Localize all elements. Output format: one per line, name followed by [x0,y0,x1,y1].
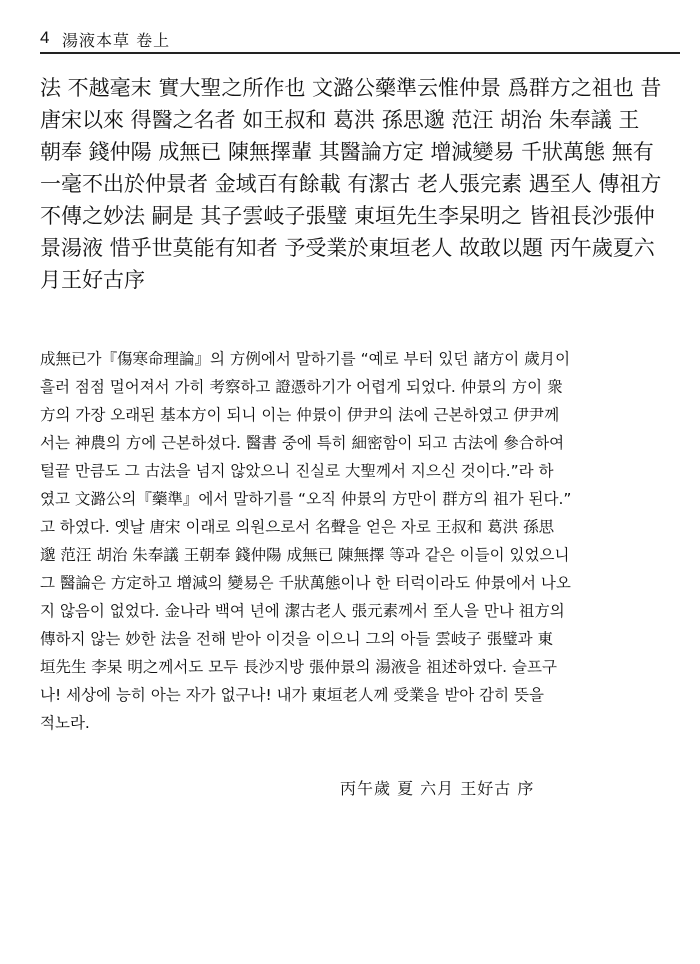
korean-line: 고 하였다. 옛날 唐宋 이래로 의원으로서 名聲을 얻은 자로 王叔和 葛洪 孫思 [40,518,555,536]
korean-line: 흘러 점점 멀어져서 가히 考察하고 證憑하기가 어렵게 되었다. 仲景의 方이 衆 [40,378,563,396]
hanmun-line: 朝奉 錢仲陽 成無已 陳無擇輩 其醫論方定 增減變易 千狀萬態 無有 [40,140,654,164]
running-header [40,26,680,54]
korean-line: 邈 范汪 胡治 朱奉議 王朝奉 錢仲陽 成無已 陳無擇 等과 같은 이들이 있었으니 [40,546,570,564]
korean-line: 傳하지 않는 妙한 法을 전해 받아 이것을 이으니 그의 아들 雲岐子 張璧과 東 [40,630,554,648]
korean-line: 그 醫論은 方定하고 增減의 變易은 千狀萬態이나 한 터럭이라도 仲景에서 나오 [40,574,571,592]
korean-line: 垣先生 李杲 明之께서도 모두 長沙지방 張仲景의 湯液을 祖述하였다. 슬프구 [40,658,557,676]
hanmun-line: 一毫不出於仲景者 金域百有餘載 有潔古 老人張完素 遇至人 傳祖方 [40,172,662,196]
korean-line: 털끝 만큼도 그 古法을 넘지 않았으니 진실로 大聖께서 지으신 것이다.”라 하 [40,462,554,480]
hanmun-line: 月王好古序 [40,268,145,292]
classical-chinese-text [40,72,680,296]
hanmun-line: 法 不越毫末 實大聖之所作也 文潞公藥準云惟仲景 爲群方之祖也 昔 [40,76,662,100]
korean-translation [40,345,680,737]
page-number: 4 [40,28,50,47]
korean-line: 나! 세상에 능히 아는 자가 없구나! 내가 東垣老人께 受業을 받아 감히 뜻을 [40,686,545,704]
hanmun-line: 不傳之妙法 嗣是 其子雲岐子張璧 東垣先生李杲明之 皆祖長沙張仲 [40,204,655,228]
running-title: 湯液本草 卷上 [62,31,171,50]
korean-line: 方의 가장 오래된 基本方이 되니 이는 仲景이 伊尹의 法에 근본하였고 伊尹께 [40,406,560,424]
hanmun-line: 景湯液 惜乎世莫能有知者 予受業於東垣老人 故敢以題 丙午歲夏六 [40,236,655,260]
korean-line: 서는 神農의 方에 근본하셨다. 醫書 중에 특히 細密함이 되고 古法에 參合하여 [40,434,565,452]
preface-signature: 丙午歲 夏 六月 王好古 序 [340,779,535,798]
korean-line: 지 않음이 없었다. 金나라 백여 년에 潔古老人 張元素께서 至人을 만나 祖方의 [40,602,565,620]
korean-line: 였고 文潞公의『藥準』에서 말하기를 “오직 仲景의 方만이 群方의 祖가 된다.” [40,490,572,508]
korean-line: 적노라. [40,714,90,732]
korean-line: 成無已가『傷寒命理論』의 方例에서 말하기를 “예로 부터 있던 諸方이 歲月이 [40,350,571,368]
hanmun-line: 唐宋以來 得醫之名者 如王叔和 葛洪 孫思邈 范汪 胡治 朱奉議 王 [40,108,640,132]
